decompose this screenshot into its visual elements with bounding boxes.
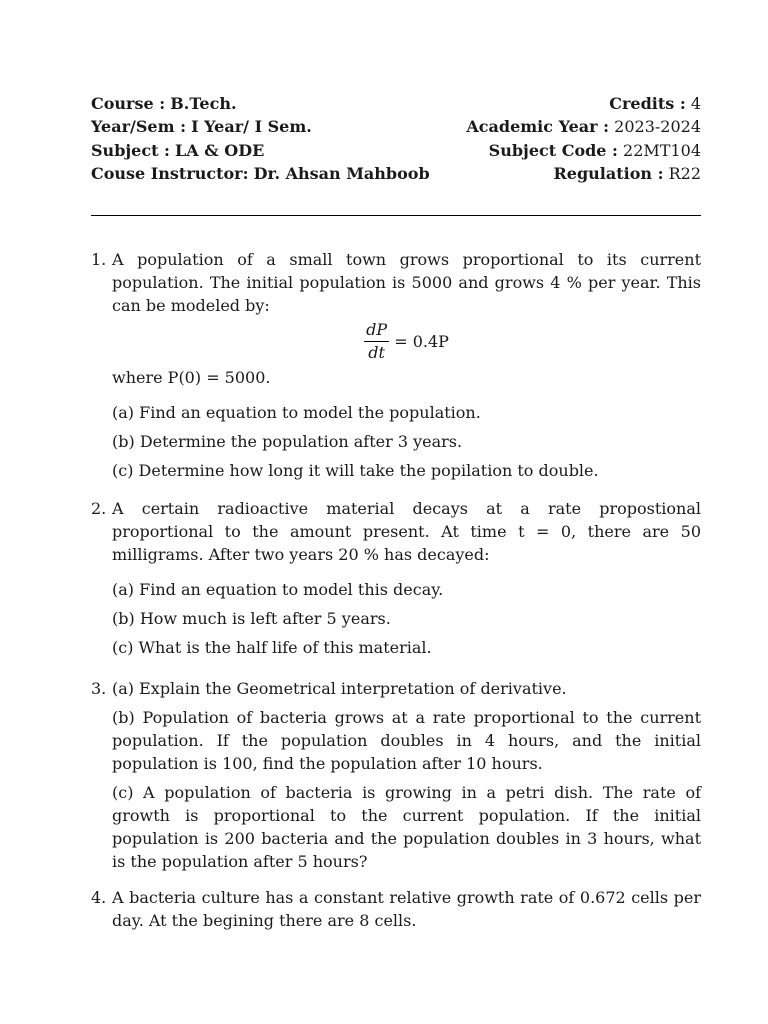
instructor-field bbox=[91, 164, 430, 183]
sub-question: (c) Determine how long it will take the popilation to double. bbox=[112, 461, 599, 480]
header-row-1 bbox=[91, 94, 701, 117]
instructor-value: Dr. Ahsan Mahboob bbox=[253, 164, 430, 183]
question-4 bbox=[91, 886, 701, 938]
document-page bbox=[91, 94, 701, 930]
course-label: Course : bbox=[91, 94, 166, 113]
sub-question: (b) How much is left after 5 years. bbox=[112, 609, 391, 628]
equation-fraction bbox=[364, 319, 389, 364]
sub-question: (a) Find an equation to model this decay. bbox=[112, 580, 444, 599]
credits-label: Credits : bbox=[609, 94, 686, 113]
regulation-value: R22 bbox=[668, 164, 701, 183]
question-text: A certain radioactive material decays at a rate propostional proportional to the amount present. At time t = 0, there are 50 milligrams. After two years 20 % has decayed: bbox=[112, 499, 701, 564]
course-field bbox=[91, 94, 237, 113]
question-3 bbox=[91, 677, 701, 879]
question-text: A bacteria culture has a constant relative growth rate of 0.672 cells per day. At the begining there are 8 cells. bbox=[112, 888, 701, 930]
yearsem-field bbox=[91, 117, 312, 136]
regulation-label: Regulation : bbox=[553, 164, 664, 183]
academic-year-label: Academic Year : bbox=[466, 117, 610, 136]
subject-value: LA & ODE bbox=[175, 141, 265, 160]
differential-equation bbox=[112, 319, 701, 364]
subject-code-value: 22MT104 bbox=[623, 141, 701, 160]
yearsem-value: I Year/ I Sem. bbox=[191, 117, 312, 136]
question-text: A population of a small town grows proportional to its current population. The initial population is 5000 and grows 4 % per year. This can be modeled by: bbox=[112, 250, 701, 315]
academic-year-value: 2023-2024 bbox=[614, 117, 701, 136]
sub-question: (b) Determine the population after 3 years. bbox=[112, 432, 463, 451]
initial-condition: where P(0) = 5000. bbox=[112, 368, 271, 387]
question-number: 2. bbox=[91, 499, 107, 518]
sub-question: (b) Population of bacteria grows at a rate proportional to the current population. If the population doubles in 4 hours, and the initial population is 100, find the population after 10 hours. bbox=[112, 708, 701, 773]
instructor-label: Couse Instructor: bbox=[91, 164, 249, 183]
subject-field bbox=[91, 141, 264, 160]
equation-denominator: dt bbox=[368, 343, 385, 362]
regulation-field bbox=[554, 164, 702, 183]
subject-label: Subject : bbox=[91, 141, 170, 160]
question-1 bbox=[91, 248, 701, 488]
academic-year-field bbox=[466, 117, 701, 136]
course-header bbox=[91, 94, 701, 190]
sub-question: (a) Find an equation to model the population. bbox=[112, 403, 481, 422]
header-row-3 bbox=[91, 141, 701, 164]
header-row-2 bbox=[91, 117, 701, 140]
subject-code-label: Subject Code : bbox=[488, 141, 618, 160]
equation-numerator: dP bbox=[364, 319, 389, 342]
sub-question: (c) What is the half life of this material. bbox=[112, 638, 432, 657]
header-divider bbox=[91, 215, 701, 216]
question-number: 3. bbox=[91, 679, 107, 698]
sub-question: (a) Explain the Geometrical interpretation of derivative. bbox=[112, 679, 567, 698]
subject-code-field bbox=[489, 141, 701, 160]
equation-rhs: = 0.4P bbox=[394, 332, 449, 351]
header-row-4 bbox=[91, 164, 701, 187]
credits-field bbox=[609, 94, 701, 113]
sub-question: (c) A population of bacteria is growing in a petri dish. The rate of growth is proportional to the current population. If the initial population is 200 bacteria and the population doubles in 3 hours, what is the population after 5 hours? bbox=[112, 783, 701, 871]
question-2 bbox=[91, 497, 701, 665]
yearsem-label: Year/Sem : bbox=[91, 117, 186, 136]
question-number: 4. bbox=[91, 888, 107, 907]
question-number: 1. bbox=[91, 250, 107, 269]
credits-value: 4 bbox=[690, 94, 701, 113]
course-value: B.Tech. bbox=[170, 94, 237, 113]
